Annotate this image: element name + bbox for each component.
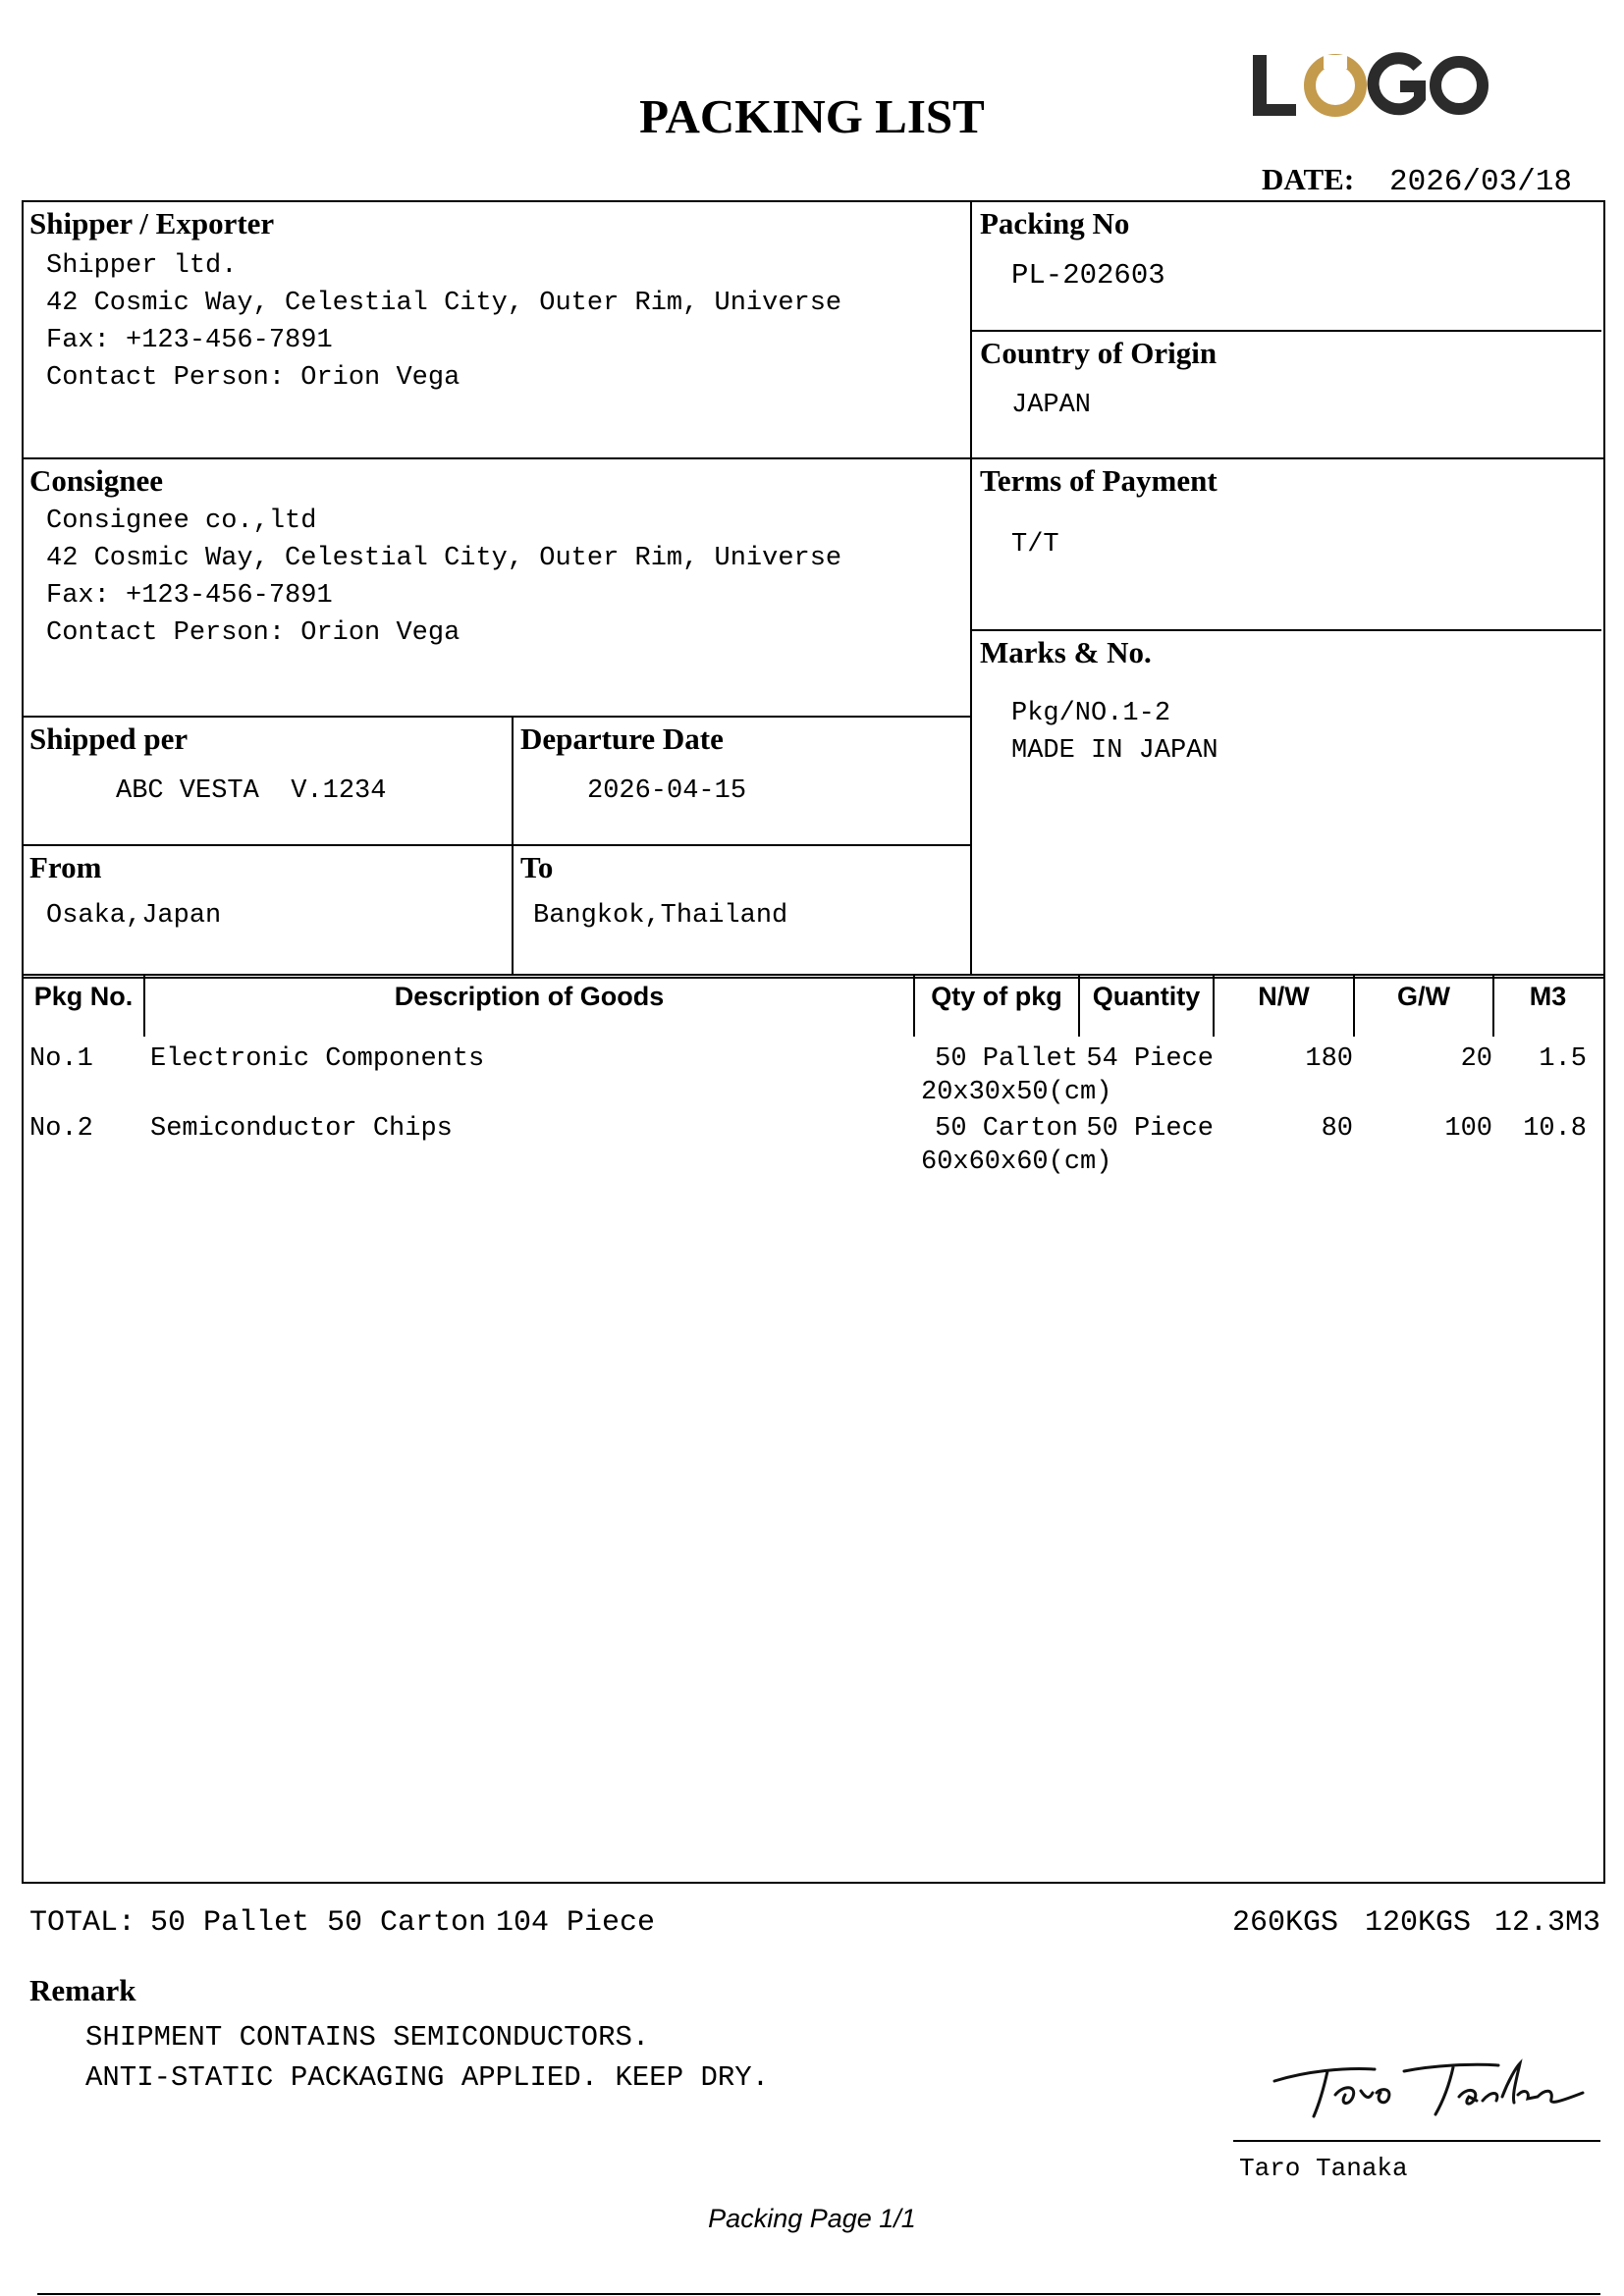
- remark-label: Remark: [29, 1973, 136, 2007]
- row-quantity: 50 Piece: [1086, 1114, 1214, 1144]
- row-nw: 80: [1321, 1114, 1353, 1144]
- col-header-qty-pkg: Qty of pkg: [931, 982, 1062, 1011]
- row-description: Semiconductor Chips: [150, 1114, 453, 1144]
- marks-label: Marks & No.: [980, 635, 1152, 669]
- row-description: Electronic Components: [150, 1044, 485, 1074]
- company-logo: [1245, 47, 1490, 126]
- payment-value: T/T: [1011, 530, 1059, 560]
- date-label: DATE:: [1262, 162, 1355, 196]
- total-pieces: 104 Piece: [496, 1906, 656, 1940]
- origin-value: JAPAN: [1011, 391, 1092, 420]
- row-m3: 1.5: [1539, 1044, 1587, 1074]
- consignee-name: Consignee co.,ltd: [46, 507, 317, 536]
- col-header-nw: N/W: [1258, 982, 1310, 1011]
- row-dimensions: 60x60x60(cm): [921, 1148, 1112, 1177]
- total-packages: 50 Pallet 50 Carton: [150, 1906, 487, 1940]
- row-nw: 180: [1305, 1044, 1353, 1074]
- marks-line-1: Pkg/NO.1-2: [1011, 699, 1171, 728]
- departure-label: Departure Date: [520, 721, 724, 756]
- marks-line-2: MADE IN JAPAN: [1011, 736, 1218, 766]
- goods-table: [22, 974, 1605, 1884]
- row-qty-pkg: 50 Pallet: [935, 1044, 1078, 1074]
- col-header-m3: M3: [1529, 982, 1567, 1011]
- remark-line-2: ANTI-STATIC PACKAGING APPLIED. KEEP DRY.: [85, 2061, 770, 2094]
- from-label: From: [29, 850, 102, 884]
- departure-value: 2026-04-15: [587, 776, 747, 806]
- total-label: TOTAL:: [29, 1906, 136, 1940]
- shipper-contact: Contact Person: Orion Vega: [46, 363, 460, 393]
- signatory-name: Taro Tanaka: [1239, 2154, 1408, 2183]
- signature: [1267, 2042, 1600, 2130]
- total-nw: 260KGS: [1232, 1906, 1339, 1940]
- to-label: To: [520, 850, 554, 884]
- row-pkg-no: No.1: [29, 1044, 93, 1074]
- col-header-quantity: Quantity: [1092, 982, 1201, 1011]
- total-gw: 120KGS: [1365, 1906, 1472, 1940]
- row-pkg-no: No.2: [29, 1114, 93, 1144]
- consignee-label: Consignee: [29, 463, 164, 498]
- date-value: 2026/03/18: [1389, 165, 1573, 199]
- consignee-contact: Contact Person: Orion Vega: [46, 618, 460, 648]
- col-header-description: Description of Goods: [394, 982, 665, 1011]
- col-header-pkg-no: Pkg No.: [33, 982, 134, 1011]
- remark-line-1: SHIPMENT CONTAINS SEMICONDUCTORS.: [85, 2021, 650, 2054]
- row-quantity: 54 Piece: [1086, 1044, 1214, 1074]
- page-indicator: Packing Page 1/1: [708, 2204, 916, 2233]
- shipper-address: 42 Cosmic Way, Celestial City, Outer Rim, Universe: [46, 289, 842, 318]
- page-title: PACKING LIST: [639, 89, 985, 143]
- consignee-fax: Fax: +123-456-7891: [46, 581, 333, 611]
- consignee-address: 42 Cosmic Way, Celestial City, Outer Rim, Universe: [46, 544, 842, 573]
- packing-no-label: Packing No: [980, 206, 1130, 240]
- row-m3: 10.8: [1523, 1114, 1587, 1144]
- payment-label: Terms of Payment: [980, 463, 1218, 498]
- to-value: Bangkok,Thailand: [533, 901, 788, 931]
- shipper-fax: Fax: +123-456-7891: [46, 326, 333, 355]
- total-m3: 12.3M3: [1494, 1906, 1601, 1940]
- shipper-label: Shipper / Exporter: [29, 206, 275, 240]
- shipped-per-label: Shipped per: [29, 721, 189, 756]
- origin-label: Country of Origin: [980, 336, 1218, 370]
- packing-no-value: PL-202603: [1011, 259, 1165, 292]
- shipped-per-value: ABC VESTA V.1234: [116, 776, 387, 806]
- col-header-gw: G/W: [1397, 982, 1450, 1011]
- row-gw: 20: [1460, 1044, 1492, 1074]
- shipper-name: Shipper ltd.: [46, 251, 238, 281]
- row-dimensions: 20x30x50(cm): [921, 1078, 1112, 1107]
- row-gw: 100: [1444, 1114, 1492, 1144]
- row-qty-pkg: 50 Carton: [935, 1114, 1078, 1144]
- from-value: Osaka,Japan: [46, 901, 222, 931]
